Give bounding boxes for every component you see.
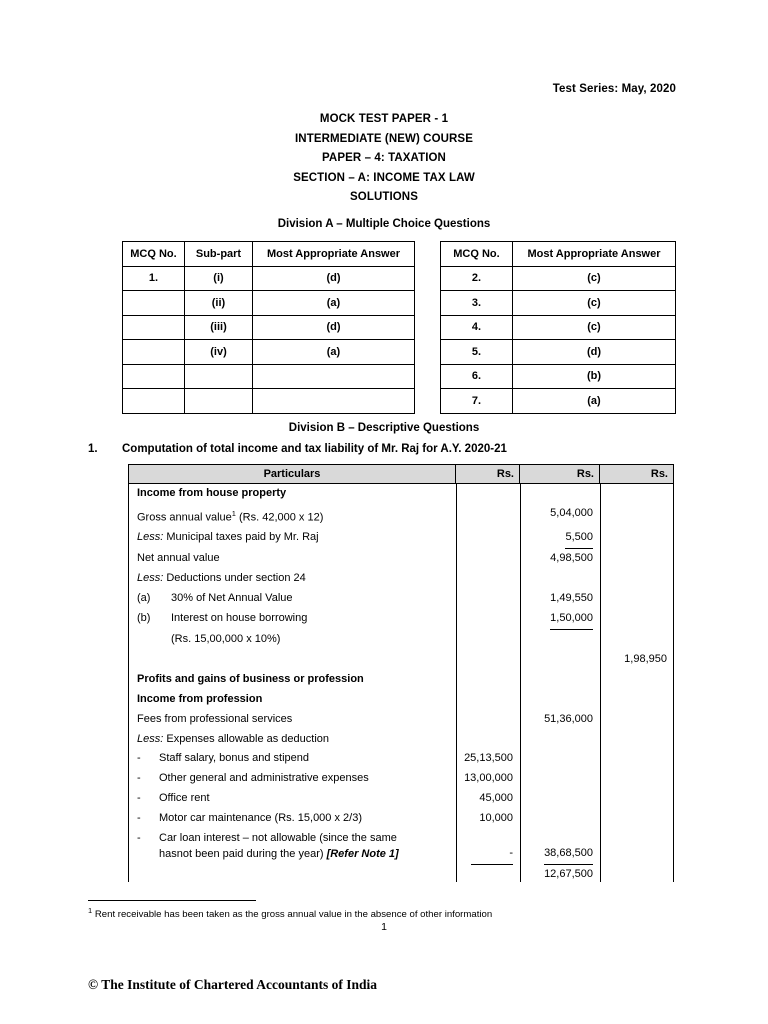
cell-sub-part: (iv) [185, 340, 253, 365]
deduction-b-marker: (b) [137, 612, 151, 625]
row-value-2: 1,49,550 [550, 592, 593, 605]
deduction-b-amount: 1,50,000 [550, 609, 593, 630]
table-row [129, 549, 673, 569]
cell-sub-part: (iii) [185, 315, 253, 340]
cell-mcq-no [123, 340, 185, 365]
table-row [441, 389, 676, 414]
row-label [129, 730, 456, 750]
mcq-left-col-sub-part: Sub-part [185, 242, 253, 267]
carloan-amount: - [471, 844, 513, 865]
cell-answer: (d) [513, 340, 676, 365]
col-rs-1: Rs. [456, 465, 520, 483]
cell-answer: (a) [253, 340, 415, 365]
mcq-table-left [122, 241, 415, 414]
row-label [129, 630, 456, 650]
question-1-number: 1. [88, 443, 98, 455]
row-label [129, 749, 456, 769]
table-header-row [441, 242, 676, 267]
col-rs-3: Rs. [650, 468, 668, 480]
cell-answer: (c) [513, 315, 676, 340]
table-row [129, 789, 673, 809]
cell-mcq-no [123, 364, 185, 389]
deduction-b-sub-text: (Rs. 15,00,000 x 10%) [171, 633, 281, 645]
computation-table-header [129, 465, 673, 484]
deductions-text: Deductions under section 24 [163, 572, 306, 585]
bullet-dash: - [137, 772, 141, 785]
col-rs-2: Rs. [520, 465, 600, 483]
mcq-right-col-mcq-no: MCQ No. [441, 242, 513, 267]
table-row [441, 315, 676, 340]
bullet-dash: - [137, 832, 141, 845]
bullet-dash: - [137, 792, 141, 805]
cell-sub-part: (ii) [185, 291, 253, 316]
row-label [129, 809, 456, 829]
table-row [129, 829, 673, 865]
title-line-section: SECTION – A: INCOME TAX LAW [293, 171, 475, 184]
cell-answer: (c) [513, 266, 676, 291]
table-row [129, 528, 673, 549]
bullet-dash: - [137, 752, 141, 765]
table-row [123, 315, 415, 340]
cell-sub-part: (i) [185, 266, 253, 291]
row-label: Income from profession [137, 692, 263, 705]
row-label [129, 504, 456, 529]
table-row [129, 609, 673, 630]
cell-mcq-no: 4. [441, 315, 513, 340]
question-1-title: Computation of total income and tax liability of Mr. Raj for A.Y. 2020-21 [122, 443, 507, 455]
deduction-a-text: 30% of Net Annual Value [171, 592, 293, 605]
deduction-a-marker: (a) [137, 592, 151, 605]
row-value-2 [520, 829, 600, 865]
cell-answer: (a) [253, 291, 415, 316]
division-a-heading: Division A – Multiple Choice Questions [277, 218, 491, 230]
motor-text: Motor car maintenance (Rs. 15,000 x 2/3) [159, 812, 362, 825]
cell-mcq-no: 6. [441, 364, 513, 389]
table-row [129, 670, 673, 690]
cell-mcq-no [123, 315, 185, 340]
footnote [88, 906, 492, 920]
table-row [123, 389, 415, 414]
carloan-block [159, 831, 429, 862]
page-number: 1 [381, 921, 387, 933]
less-prefix: Less: [137, 732, 164, 745]
document-title-block [0, 110, 768, 208]
deduction-b-text: Interest on house borrowing [171, 612, 308, 625]
row-value-2: 51,36,000 [544, 712, 593, 725]
table-row [441, 266, 676, 291]
cell-answer: (a) [513, 389, 676, 414]
row-label: Fees from professional services [137, 712, 293, 725]
carloan-line2: not been paid during the year) [176, 847, 327, 860]
row-value-2: 12,67,500 [544, 867, 593, 880]
table-row [129, 690, 673, 710]
footnote-ref-icon: 1 [231, 508, 236, 518]
staff-text: Staff salary, bonus and stipend [159, 752, 310, 765]
row-value-1 [456, 829, 520, 865]
expenses-total: 38,68,500 [544, 844, 593, 865]
table-row [441, 291, 676, 316]
bullet-dash: - [137, 812, 141, 825]
mcq-left-col-answer: Most Appropriate Answer [253, 242, 415, 267]
gav-label: Gross annual value [137, 511, 232, 524]
title-line-solutions: SOLUTIONS [350, 191, 418, 204]
cell-mcq-no [123, 389, 185, 414]
table-row [441, 364, 676, 389]
footnote-separator [88, 900, 256, 901]
table-row [129, 484, 673, 504]
municipal-amount: 5,500 [565, 528, 593, 549]
cell-answer: (b) [513, 364, 676, 389]
footnote-marker: 1 [88, 906, 93, 915]
cell-answer [253, 389, 415, 414]
rent-text: Office rent [159, 792, 210, 805]
row-label: Net annual value [137, 552, 220, 565]
row-label: Profits and gains of business or profession [137, 672, 364, 685]
table-row [129, 865, 673, 882]
title-line-mock-test-paper: MOCK TEST PAPER - 1 [319, 113, 449, 125]
row-value-2: 4,98,500 [550, 552, 593, 565]
table-row [129, 589, 673, 609]
mcq-right-col-answer: Most Appropriate Answer [513, 242, 676, 267]
computation-table [128, 464, 674, 882]
row-label [129, 829, 456, 862]
row-label [129, 789, 456, 809]
cell-answer [253, 364, 415, 389]
mcq-table-right [440, 241, 676, 414]
cell-answer: (d) [253, 315, 415, 340]
row-label: Income from house property [137, 487, 287, 499]
row-label [129, 528, 456, 548]
footnote-text: Rent receivable has been taken as the gross annual value in the absence of other information [94, 909, 493, 921]
cell-mcq-no: 5. [441, 340, 513, 365]
row-value-1: 10,000 [479, 812, 513, 825]
computation-table-body [129, 484, 673, 882]
cell-mcq-no: 1. [123, 266, 185, 291]
table-row [129, 749, 673, 769]
row-value-1: 45,000 [479, 792, 513, 805]
cell-answer: (c) [513, 291, 676, 316]
cell-mcq-no: 7. [441, 389, 513, 414]
copyright-notice: © The Institute of Chartered Accountants of India [88, 977, 377, 992]
table-row [129, 710, 673, 730]
municipal-text: Municipal taxes paid by Mr. Raj [163, 531, 319, 544]
test-series-label: Test Series: May, 2020 [552, 83, 676, 95]
table-row [129, 569, 673, 589]
col-particulars: Particulars [129, 465, 456, 483]
row-value-3: 1,98,950 [624, 652, 667, 665]
row-value-2 [520, 609, 600, 630]
title-line-course: INTERMEDIATE (NEW) COURSE [295, 132, 473, 145]
row-value-2 [520, 528, 600, 549]
table-row [129, 730, 673, 750]
row-label [129, 769, 456, 789]
table-row [123, 364, 415, 389]
cell-mcq-no [123, 291, 185, 316]
mcq-tables-container [0, 241, 768, 411]
row-value-2: 5,04,000 [550, 506, 593, 519]
table-row [441, 340, 676, 365]
table-row [129, 809, 673, 829]
table-row [123, 340, 415, 365]
gav-rest: (Rs. 42,000 x 12) [235, 511, 324, 524]
table-header-row [123, 242, 415, 267]
table-row [129, 630, 673, 650]
less-prefix: Less: [137, 531, 164, 544]
cell-mcq-no: 2. [441, 266, 513, 291]
table-row [129, 504, 673, 529]
row-value-1: 13,00,000 [464, 772, 513, 785]
table-row [123, 266, 415, 291]
cell-sub-part [185, 389, 253, 414]
title-line-paper: PAPER – 4: TAXATION [322, 152, 446, 165]
cell-answer: (d) [253, 266, 415, 291]
expenses-text: Expenses allowable as deduction [163, 732, 330, 745]
table-row [123, 291, 415, 316]
cell-mcq-no: 3. [441, 291, 513, 316]
admin-text: Other general and administrative expenses [159, 772, 369, 785]
division-b-heading: Division B – Descriptive Questions [288, 422, 480, 434]
row-label [129, 609, 456, 629]
cell-sub-part [185, 364, 253, 389]
carloan-line1: Car loan interest – not allowable (since the same has [159, 832, 397, 860]
row-label [129, 569, 456, 589]
row-label [129, 589, 456, 609]
table-row [129, 650, 673, 670]
refer-note-link[interactable]: [Refer Note 1] [326, 847, 399, 860]
row-value-1: 25,13,500 [464, 752, 513, 765]
less-prefix: Less: [137, 572, 164, 585]
table-row [129, 769, 673, 789]
mcq-left-col-mcq-no: MCQ No. [123, 242, 185, 267]
